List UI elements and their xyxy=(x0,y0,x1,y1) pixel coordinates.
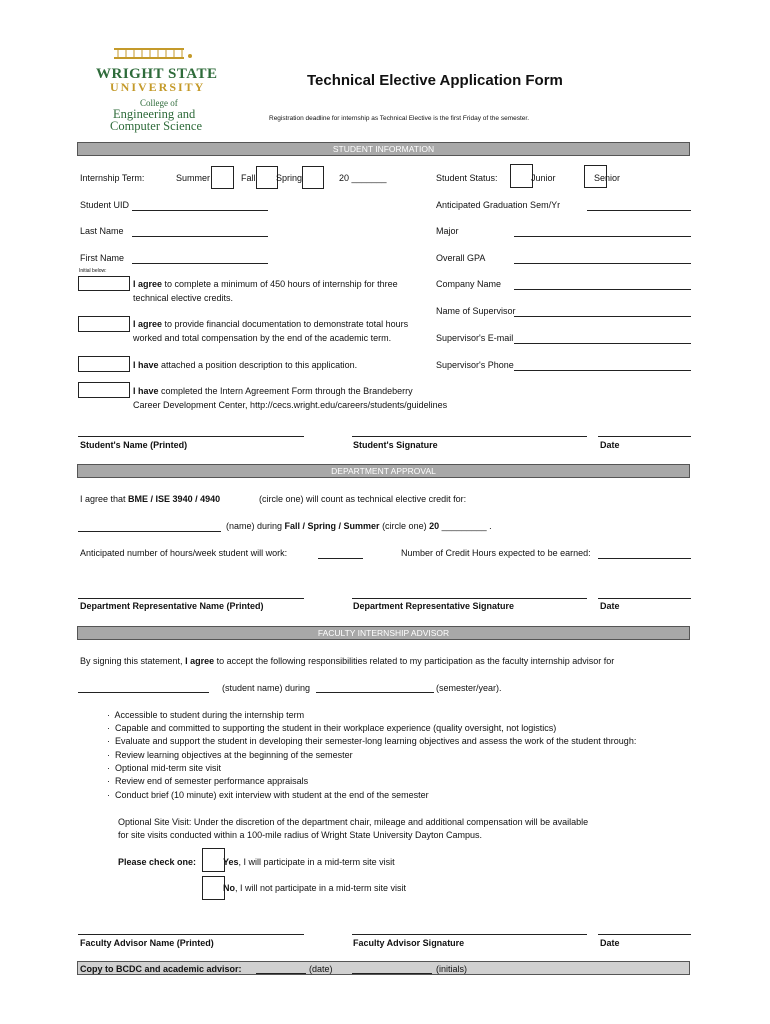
department-agree-suffix: (circle one) will count as technical elective credit for: xyxy=(259,494,467,504)
student-signature-label: Student's Signature xyxy=(353,440,438,450)
faculty-signature-label: Faculty Advisor Signature xyxy=(353,938,465,948)
initial-box-2[interactable] xyxy=(78,316,130,332)
student-uid-field[interactable] xyxy=(132,210,268,211)
semester-year-label: (semester/year). xyxy=(436,683,502,693)
student-date-label: Date xyxy=(600,440,620,450)
faculty-student-name-field[interactable] xyxy=(78,692,209,693)
credit-hours-label: Number of Credit Hours expected to be earned: xyxy=(401,548,591,558)
agreement-4-line2: Career Development Center, http://cecs.wright.edu/careers/students/guidelines xyxy=(133,400,448,410)
agreement-3-line1: I have attached a position description to this application. xyxy=(133,360,358,370)
student-info-header: STUDENT INFORMATION xyxy=(77,142,690,156)
list-item: · Review end of semester performance appraisals xyxy=(107,776,309,786)
initial-box-4[interactable] xyxy=(78,382,130,398)
major-label: Major xyxy=(436,226,459,236)
status-junior-label: Junior xyxy=(531,173,556,183)
copy-initials-field[interactable] xyxy=(352,973,432,974)
department-term-line: (name) during Fall / Spring / Summer (circle one) 20 _________ . xyxy=(226,521,492,531)
gpa-label: Overall GPA xyxy=(436,253,486,263)
site-visit-line2: for site visits conducted within a 100-mile radius of Wright State University Dayton Campus. xyxy=(118,830,482,840)
faculty-date-label: Date xyxy=(600,938,620,948)
rep-name-label: Department Representative Name (Printed) xyxy=(80,601,264,611)
agreement-2-line2: worked and total compensation by the end of the academic term. xyxy=(133,333,392,343)
supervisor-field[interactable] xyxy=(514,316,691,317)
agreement-1-line1: I agree to complete a minimum of 450 hours of internship for three xyxy=(133,279,398,289)
faculty-advisor-header: FACULTY INTERNSHIP ADVISOR xyxy=(77,626,690,640)
deadline-note: Registration deadline for internship as Technical Elective is the first Friday of the semester. xyxy=(269,115,530,122)
copy-date-label: (date) xyxy=(309,964,333,974)
supervisor-phone-label: Supervisor's Phone xyxy=(436,360,514,370)
term-summer-label: Summer xyxy=(176,173,211,183)
faculty-statement: By signing this statement, I agree to accept the following responsibilities related to my participation as the faculty internship advisor for xyxy=(80,656,615,666)
site-visit-no-label: No, I will not participate in a mid-term site visit xyxy=(223,883,407,893)
initial-box-1[interactable] xyxy=(78,276,130,291)
copy-to-label: Copy to BCDC and academic advisor: xyxy=(80,964,242,974)
initial-below-label: Initial below: xyxy=(79,268,107,274)
supervisor-email-field[interactable] xyxy=(514,343,691,344)
hours-per-week-field[interactable] xyxy=(318,558,363,559)
term-year-field[interactable]: 20 _______ xyxy=(339,173,387,183)
agreement-2-line1: I agree to provide financial documentation to demonstrate total hours xyxy=(133,319,409,329)
site-visit-yes-checkbox[interactable] xyxy=(202,848,225,872)
term-fall-label: Fall xyxy=(241,173,256,183)
major-field[interactable] xyxy=(514,236,691,237)
last-name-label: Last Name xyxy=(80,226,124,236)
department-approval-header: DEPARTMENT APPROVAL xyxy=(77,464,690,478)
list-item: · Optional mid-term site visit xyxy=(107,763,222,773)
rep-date-line[interactable] xyxy=(598,598,691,599)
rep-signature-line[interactable] xyxy=(352,598,587,599)
list-item: · Evaluate and support the student in developing their semester-long learning objectives and assess the work of the student through: xyxy=(107,736,637,746)
graduation-field[interactable] xyxy=(587,210,691,211)
site-visit-no-checkbox[interactable] xyxy=(202,876,225,900)
student-signature-line[interactable] xyxy=(352,436,587,437)
department-student-name-field[interactable] xyxy=(78,531,221,532)
term-fall-checkbox[interactable] xyxy=(256,166,278,189)
student-date-line[interactable] xyxy=(598,436,691,437)
list-item: · Accessible to student during the internship term xyxy=(107,710,305,720)
hours-per-week-label: Anticipated number of hours/week student will work: xyxy=(80,548,288,558)
graduation-label: Anticipated Graduation Sem/Yr xyxy=(436,200,561,210)
supervisor-phone-field[interactable] xyxy=(514,370,691,371)
last-name-field[interactable] xyxy=(132,236,268,237)
status-junior-checkbox[interactable] xyxy=(510,164,533,188)
term-summer-checkbox[interactable] xyxy=(211,166,234,189)
term-spring-label: Spring xyxy=(276,173,303,183)
logo-college-line2: Engineering and xyxy=(113,107,196,121)
logo-college-line3: Computer Science xyxy=(110,119,202,133)
faculty-name-line[interactable] xyxy=(78,934,304,935)
rep-name-line[interactable] xyxy=(78,598,304,599)
list-item: · Conduct brief (10 minute) exit interview with student at the end of the semester xyxy=(107,790,429,800)
rep-signature-label: Department Representative Signature xyxy=(353,601,515,611)
first-name-field[interactable] xyxy=(132,263,268,264)
gpa-field[interactable] xyxy=(514,263,691,264)
student-name-printed-label: Student's Name (Printed) xyxy=(80,440,188,450)
internship-term-label: Internship Term: xyxy=(80,173,145,183)
first-name-label: First Name xyxy=(80,253,125,263)
rep-date-label: Date xyxy=(600,601,620,611)
agreement-1-line2: technical elective credits. xyxy=(133,293,234,303)
initial-box-3[interactable] xyxy=(78,356,130,372)
faculty-date-line[interactable] xyxy=(598,934,691,935)
student-name-signature-line[interactable] xyxy=(78,436,304,437)
site-visit-yes-label: Yes, I will participate in a mid-term site visit xyxy=(223,857,395,867)
credit-hours-field[interactable] xyxy=(598,558,691,559)
status-senior-label: Senior xyxy=(594,173,621,183)
faculty-semester-field[interactable] xyxy=(316,692,434,693)
student-status-label: Student Status: xyxy=(436,173,498,183)
copy-initials-label: (initials) xyxy=(436,964,468,974)
list-item: · Capable and committed to supporting the student in their workplace experience (quality oversight, not logistics) xyxy=(107,723,557,733)
logo-name-line2: UNIVERSITY xyxy=(110,80,206,94)
supervisor-email-label: Supervisor's E-mail xyxy=(436,333,514,343)
wright-flyer-icon xyxy=(112,44,192,66)
term-spring-checkbox[interactable] xyxy=(302,166,324,189)
copy-date-field[interactable] xyxy=(256,973,306,974)
agreement-4-line1: I have completed the Intern Agreement Form through the Brandeberry xyxy=(133,386,413,396)
logo-college-line1: College of xyxy=(140,98,178,108)
site-visit-line1: Optional Site Visit: Under the discretion of the department chair, mileage and additional compensation will be available xyxy=(118,817,589,827)
company-field[interactable] xyxy=(514,289,691,290)
student-uid-label: Student UID xyxy=(80,200,130,210)
form-title: Technical Elective Application Form xyxy=(307,72,563,89)
department-agree-line: I agree that BME / ISE 3940 / 4940 xyxy=(80,494,221,504)
faculty-signature-line[interactable] xyxy=(352,934,587,935)
logo-name-line1: WRIGHT STATE xyxy=(96,66,218,82)
list-item: · Review learning objectives at the beginning of the semester xyxy=(107,750,353,760)
company-label: Company Name xyxy=(436,279,502,289)
supervisor-label: Name of Supervisor xyxy=(436,306,516,316)
faculty-name-label: Faculty Advisor Name (Printed) xyxy=(80,938,214,948)
student-name-during-label: (student name) during xyxy=(222,683,311,693)
please-check-label: Please check one: xyxy=(118,857,197,867)
